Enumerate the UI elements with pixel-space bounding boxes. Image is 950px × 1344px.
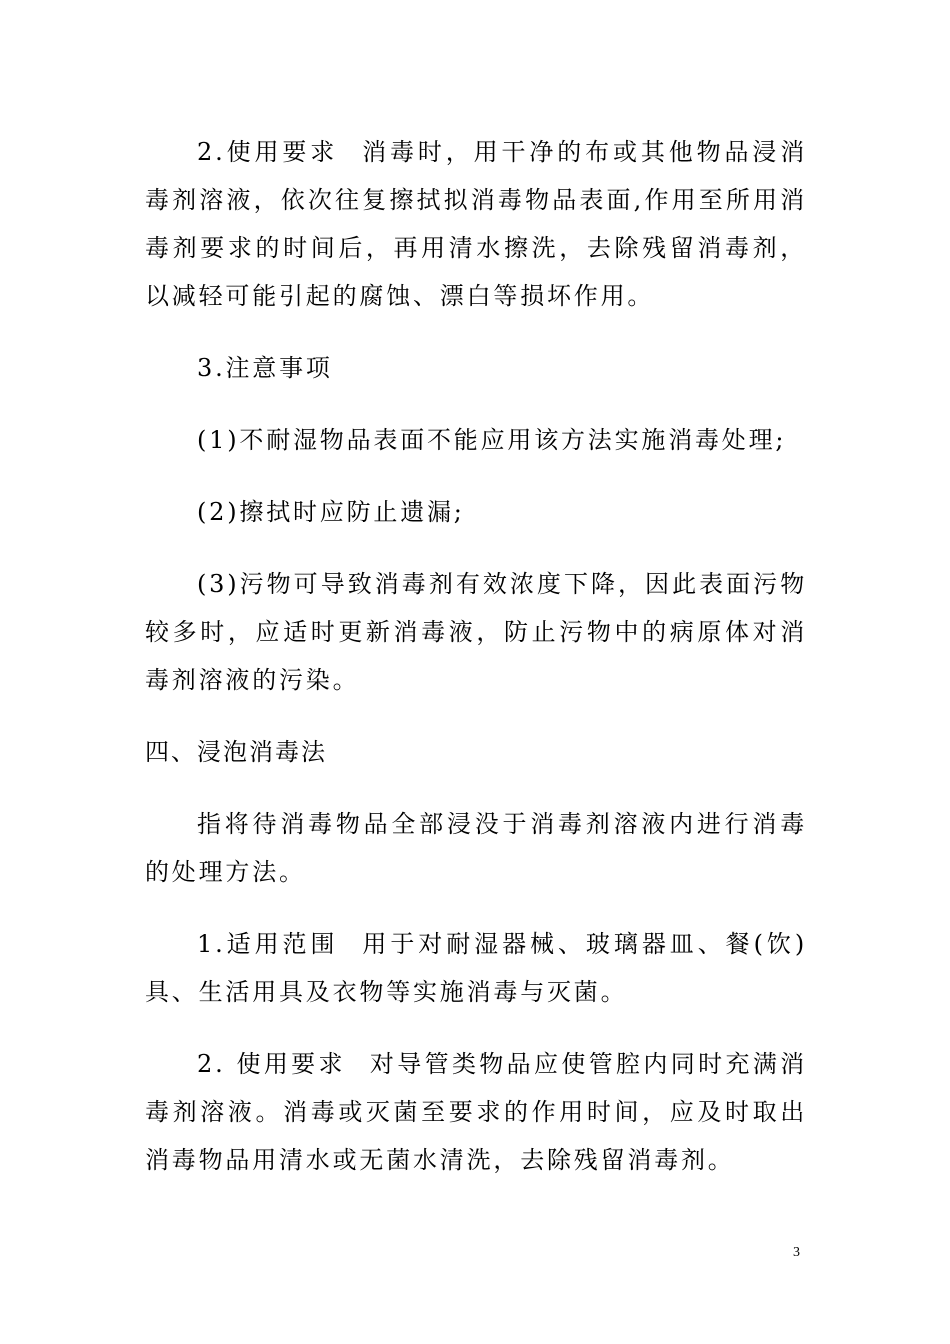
paragraph-precaution-3: (3)污物可导致消毒剂有效浓度下降，因此表面污物较多时，应适时更新消毒液，防止污物中的病原体对消毒剂溶液的污染。 bbox=[145, 570, 807, 694]
paragraph-text: 用于对耐湿器械、玻璃器皿、餐(饮)具、生活用具及衣物等实施消毒与灭菌。 bbox=[145, 930, 807, 1006]
paragraph-text: 消毒时，用干净的布或其他物品浸消毒剂溶液，依次往复擦拭拟消毒物品表面,作用至所用消毒剂要求的时间后，再用清水擦洗，去除残留消毒剂，以减轻可能引起的腐蚀、漂白等损坏作用。 bbox=[145, 138, 807, 310]
paragraph-lead: 2. 使用要求 bbox=[197, 1050, 346, 1078]
paragraph-usage-requirements bbox=[145, 128, 807, 320]
document-body bbox=[145, 128, 807, 1184]
page-number: 3 bbox=[793, 1245, 800, 1260]
paragraph-definition: 指将待消毒物品全部浸没于消毒剂溶液内进行消毒的处理方法。 bbox=[145, 810, 807, 886]
paragraph-precautions-title: 3.注意事项 bbox=[197, 354, 333, 382]
paragraph-lead: 2.使用要求 bbox=[197, 138, 339, 166]
paragraph-scope bbox=[145, 920, 807, 1016]
paragraph-precaution-1: (1)不耐湿物品表面不能应用该方法实施消毒处理; bbox=[197, 426, 787, 454]
section-heading: 四、浸泡消毒法 bbox=[145, 738, 327, 766]
paragraph-precaution-2: (2)擦拭时应防止遗漏; bbox=[197, 498, 465, 526]
paragraph-immersion-usage bbox=[145, 1040, 807, 1184]
paragraph-lead: 1.适用范围 bbox=[197, 930, 339, 958]
paragraph-text: 对导管类物品应使管腔内同时充满消毒剂溶液。消毒或灭菌至要求的作用时间，应及时取出消毒物品用清水或无菌水清洗，去除残留消毒剂。 bbox=[145, 1050, 807, 1174]
